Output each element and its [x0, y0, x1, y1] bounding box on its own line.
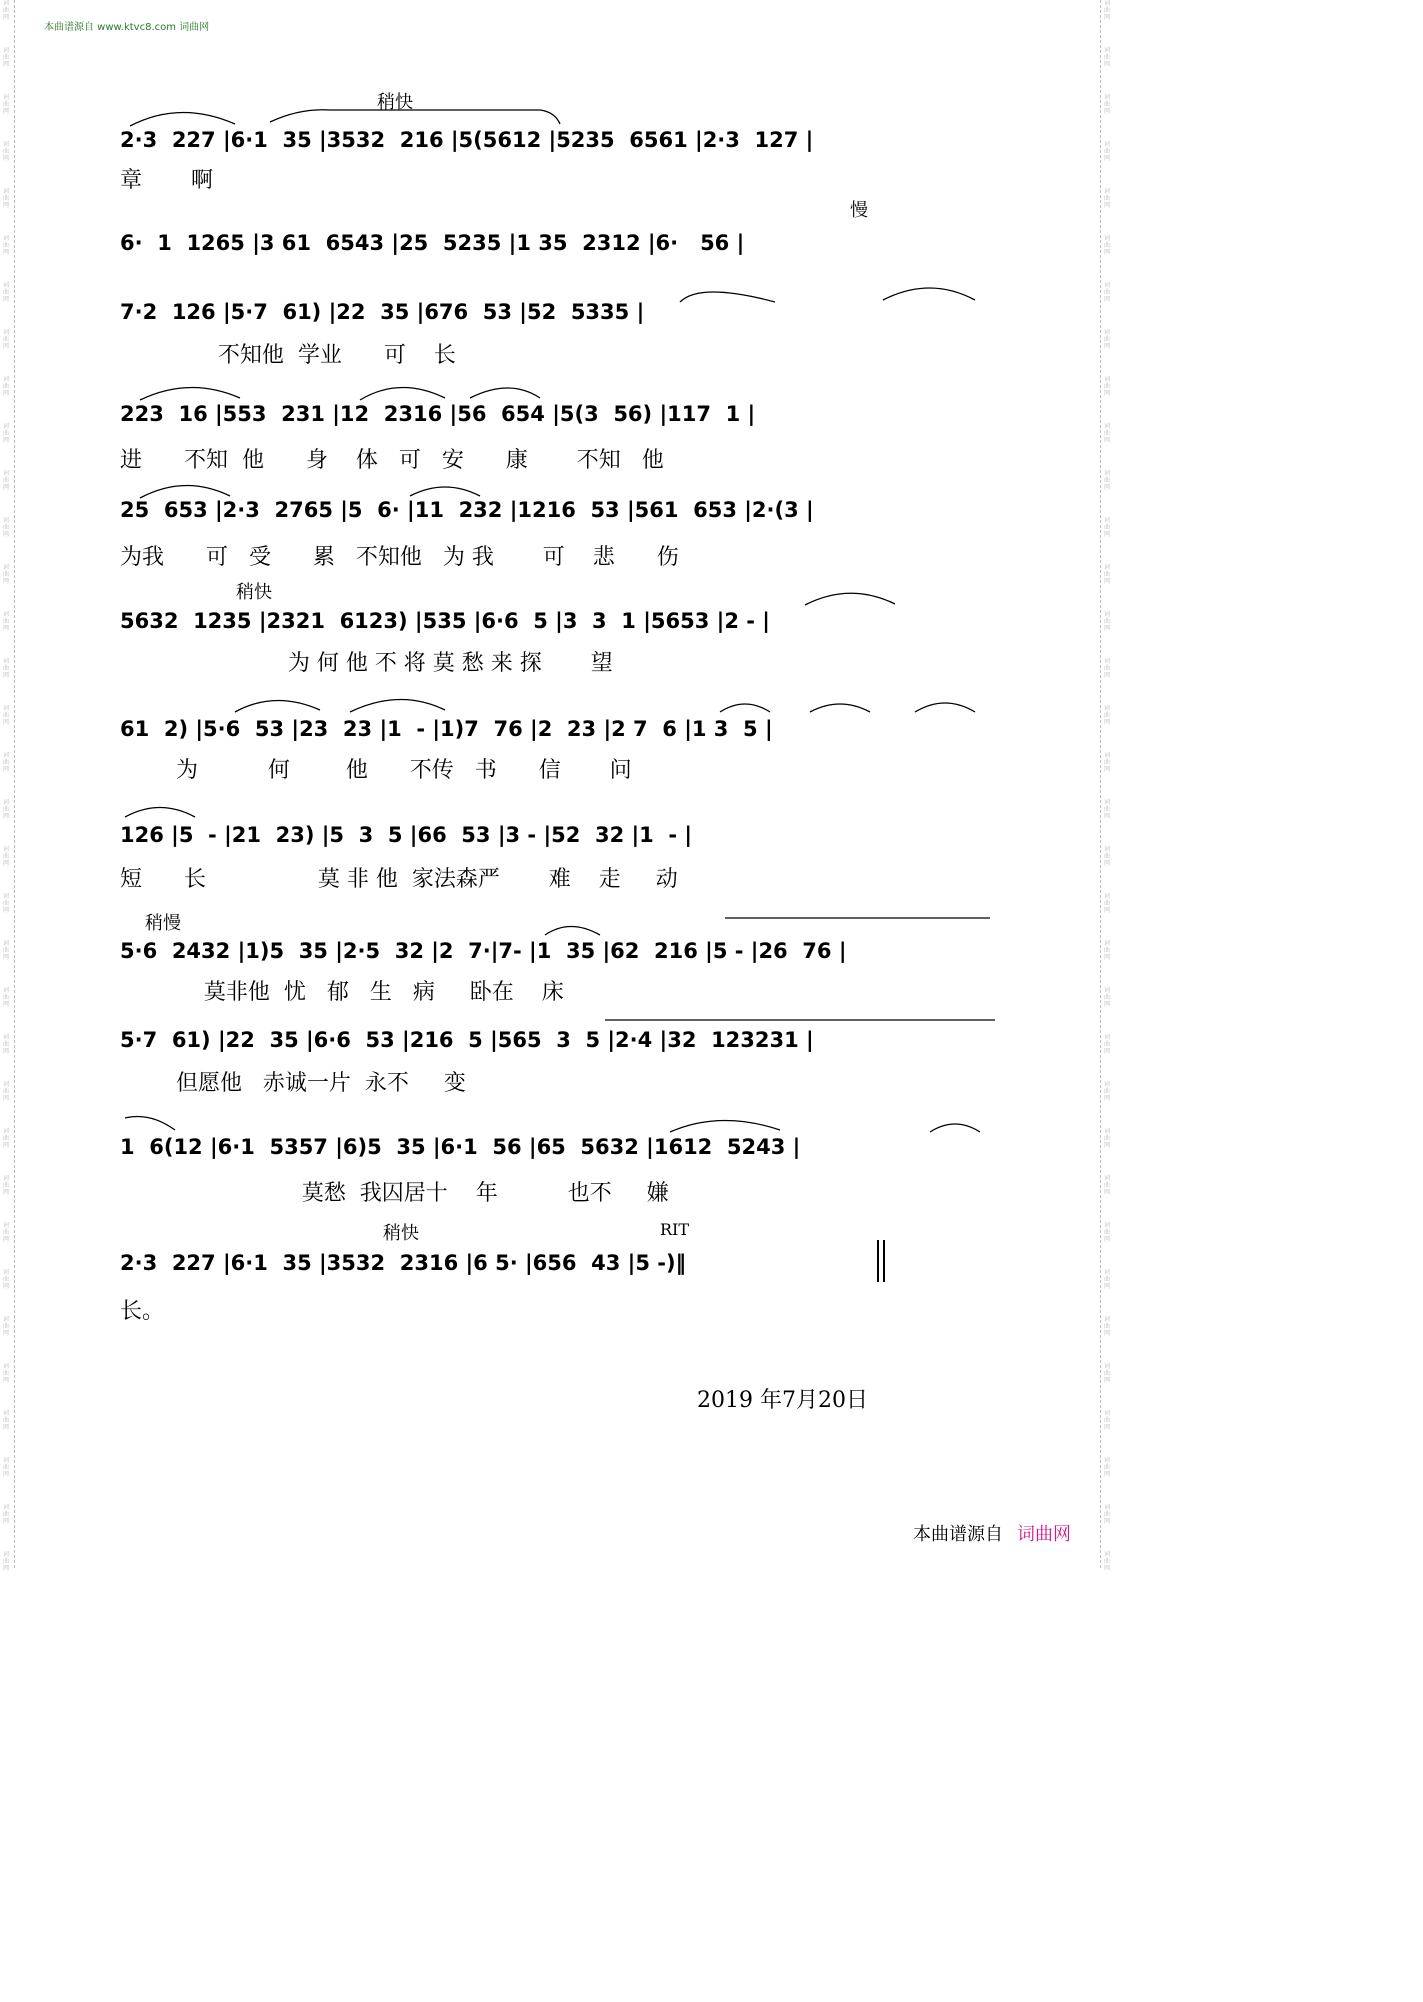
side-watermark: 词曲网: [2, 987, 9, 1008]
side-watermark: 词曲网: [2, 517, 9, 538]
notation-row-9: 5·6 2432 |1)5 35 |2·5 32 |2 7·|7- |1 35 |62 216 |5 - |26 76 |: [120, 939, 847, 963]
side-watermark: 词曲网: [2, 235, 9, 256]
footer-source: [913, 1520, 1071, 1546]
side-watermark: 词曲网: [1103, 329, 1110, 350]
side-watermark: 词曲网: [1103, 1363, 1110, 1384]
side-watermark: 词曲网: [1103, 1410, 1110, 1431]
slur-arc: [140, 485, 230, 498]
side-watermark: 词曲网: [2, 1363, 9, 1384]
slur-arc: [125, 1117, 175, 1131]
side-watermark: 词曲网: [1103, 141, 1110, 162]
slur-arc: [930, 1124, 980, 1132]
side-watermark: 词曲网: [1103, 1222, 1110, 1243]
side-watermark: 词曲网: [2, 423, 9, 444]
tempo-mark: 稍快: [236, 582, 272, 603]
side-watermark: 词曲网: [1103, 1269, 1110, 1290]
lyric-row-3: 不知他 学业 可 长: [120, 343, 456, 368]
side-watermark: 词曲网: [1103, 188, 1110, 209]
side-watermark: 词曲网: [1103, 705, 1110, 726]
lyric-row-9: 莫非他 忧 郁 生 病 卧在 床: [120, 980, 564, 1005]
lyric-row-6: 为 何 他 不 将 莫 愁 来 探 望: [120, 651, 613, 676]
footer-brand-link[interactable]: 词曲网: [1017, 1524, 1071, 1545]
side-watermark: 词曲网: [2, 141, 9, 162]
side-watermark: 词曲网: [2, 329, 9, 350]
rit-mark: RIT: [660, 1220, 690, 1239]
side-watermark: 词曲网: [1103, 470, 1110, 491]
side-watermark: 词曲网: [2, 1128, 9, 1149]
slur-arc: [670, 1120, 780, 1132]
side-watermark: 词曲网: [1103, 1128, 1110, 1149]
side-watermark: 词曲网: [2, 282, 9, 303]
slur-arc: [883, 288, 975, 300]
slur-arc: [545, 927, 600, 936]
lyric-row-12: 长。: [120, 1299, 165, 1324]
side-watermark: 词曲网: [1103, 658, 1110, 679]
side-watermark: 词曲网: [2, 1222, 9, 1243]
side-watermark: 词曲网: [1103, 1551, 1110, 1572]
notation-row-4: 223 16 |553 231 |12 2316 |56 654 |5(3 56) |117 1 |: [120, 402, 756, 426]
notation-row-2: 6· 1 1265 |3 61 6543 |25 5235 |1 35 2312 |6· 56 |: [120, 231, 745, 255]
side-watermark: 词曲网: [1103, 282, 1110, 303]
notation-row-12: 2·3 227 |6·1 35 |3532 2316 |6 5· |656 43 |5 -)‖: [120, 1251, 687, 1275]
side-watermark: 词曲网: [2, 1269, 9, 1290]
lyric-row-5: 为我 可 受 累 不知他 为 我 可 悲 伤: [120, 545, 679, 570]
side-watermark: 词曲网: [2, 940, 9, 961]
side-watermark: 词曲网: [2, 799, 9, 820]
notation-row-10: 5·7 61) |22 35 |6·6 53 |216 5 |565 3 5 |2·4 |32 123231 |: [120, 1028, 814, 1052]
slur-arc: [470, 388, 540, 398]
side-watermark: 词曲网: [2, 752, 9, 773]
side-watermark: 词曲网: [1103, 846, 1110, 867]
header-source-text: 本曲谱源自 www.ktvc8.com 词曲网: [44, 22, 210, 33]
side-watermark: 词曲网: [1103, 1081, 1110, 1102]
lyric-row-7: 为 何 他 不传 书 信 问: [120, 758, 632, 783]
tempo-mark: 稍快: [383, 1223, 419, 1244]
side-watermark: 词曲网: [1103, 0, 1110, 21]
lyric-row-11: 莫愁 我囚居十 年 也不 嫌: [120, 1181, 669, 1206]
slur-arc: [915, 703, 975, 712]
lyric-row-10: 但愿他 赤诚一片 永不 变: [120, 1071, 466, 1096]
notation-row-7: 61 2) |5·6 53 |23 23 |1 - |1)7 76 |2 23 |2 7 6 |1 3 5 |: [120, 717, 773, 741]
side-watermark: 词曲网: [2, 1081, 9, 1102]
side-watermark: 词曲网: [2, 470, 9, 491]
slur-arc: [810, 704, 870, 712]
notation-row-11: 1 6(12 |6·1 5357 |6)5 35 |6·1 56 |65 5632 |1612 5243 |: [120, 1135, 801, 1159]
notation-row-1: 2·3 227 |6·1 35 |3532 216 |5(5612 |5235 6561 |2·3 127 |: [120, 128, 814, 152]
slur-arc: [360, 387, 445, 400]
side-watermark: 词曲网: [1103, 1316, 1110, 1337]
slur-arc: [125, 808, 195, 818]
side-watermark: 词曲网: [1103, 799, 1110, 820]
side-watermark: 词曲网: [2, 1504, 9, 1525]
tempo-mark: 慢: [850, 200, 868, 221]
slur-arc: [680, 292, 775, 302]
lyric-row-4: 进 不知 他 身 体 可 安 康 不知 他: [120, 448, 664, 473]
side-watermark: 词曲网: [1103, 564, 1110, 585]
side-watermark: 词曲网: [1103, 1175, 1110, 1196]
side-watermark: 词曲网: [2, 1551, 9, 1572]
side-watermark: 词曲网: [1103, 940, 1110, 961]
notation-row-5: 25 653 |2·3 2765 |5 6· |11 232 |1216 53 |561 653 |2·(3 |: [120, 498, 814, 522]
slur-arc: [235, 700, 320, 712]
side-watermark: 词曲网: [2, 705, 9, 726]
side-watermark: 词曲网: [2, 376, 9, 397]
side-watermark: 词曲网: [1103, 893, 1110, 914]
side-watermark: 词曲网: [1103, 376, 1110, 397]
side-watermark: 词曲网: [2, 1410, 9, 1431]
side-watermark: 词曲网: [1103, 752, 1110, 773]
side-watermark: 词曲网: [1103, 47, 1110, 68]
side-watermark: 词曲网: [2, 846, 9, 867]
slur-arc: [350, 699, 445, 712]
side-watermark: 词曲网: [2, 47, 9, 68]
side-watermark: 词曲网: [1103, 1457, 1110, 1478]
side-watermark: 词曲网: [1103, 1034, 1110, 1055]
notation-row-3: 7·2 126 |5·7 61) |22 35 |676 53 |52 5335 |: [120, 300, 645, 324]
lyric-row-1: 章 啊: [120, 168, 213, 193]
slur-arc: [410, 487, 480, 496]
slur-arc: [140, 387, 240, 400]
side-watermark: 词曲网: [1103, 235, 1110, 256]
side-watermark: 词曲网: [2, 0, 9, 21]
side-watermark: 词曲网: [2, 1034, 9, 1055]
slur-arc: [130, 112, 235, 126]
slur-arc: [270, 110, 560, 124]
side-watermark: 词曲网: [2, 893, 9, 914]
side-watermark: 词曲网: [1103, 1504, 1110, 1525]
composition-date: 2019 年7月20日: [697, 1388, 868, 1413]
slur-arc: [720, 704, 770, 712]
slur-arc: [805, 593, 895, 605]
tempo-mark: 稍快: [377, 92, 413, 113]
side-watermark: 词曲网: [2, 1457, 9, 1478]
side-watermark: 词曲网: [2, 611, 9, 632]
side-watermark: 词曲网: [1103, 517, 1110, 538]
side-watermark: 词曲网: [2, 1175, 9, 1196]
side-watermark: 词曲网: [2, 188, 9, 209]
side-watermark: 词曲网: [1103, 423, 1110, 444]
side-watermark: 词曲网: [2, 1316, 9, 1337]
side-watermark: 词曲网: [1103, 94, 1110, 115]
side-watermark: 词曲网: [2, 658, 9, 679]
lyric-row-8: 短 长 莫 非 他 家法森严 难 走 动: [120, 867, 678, 892]
side-watermark: 词曲网: [2, 564, 9, 585]
side-watermark: 词曲网: [2, 94, 9, 115]
tempo-mark: 稍慢: [145, 913, 181, 934]
notation-row-6: 5632 1235 |2321 6123) |535 |6·6 5 |3 3 1 |5653 |2 - |: [120, 609, 770, 633]
side-watermark: 词曲网: [1103, 987, 1110, 1008]
notation-row-8: 126 |5 - |21 23) |5 3 5 |66 53 |3 - |52 32 |1 - |: [120, 823, 693, 847]
footer-source-label: 本曲谱源自: [913, 1524, 1003, 1545]
side-watermark: 词曲网: [1103, 611, 1110, 632]
